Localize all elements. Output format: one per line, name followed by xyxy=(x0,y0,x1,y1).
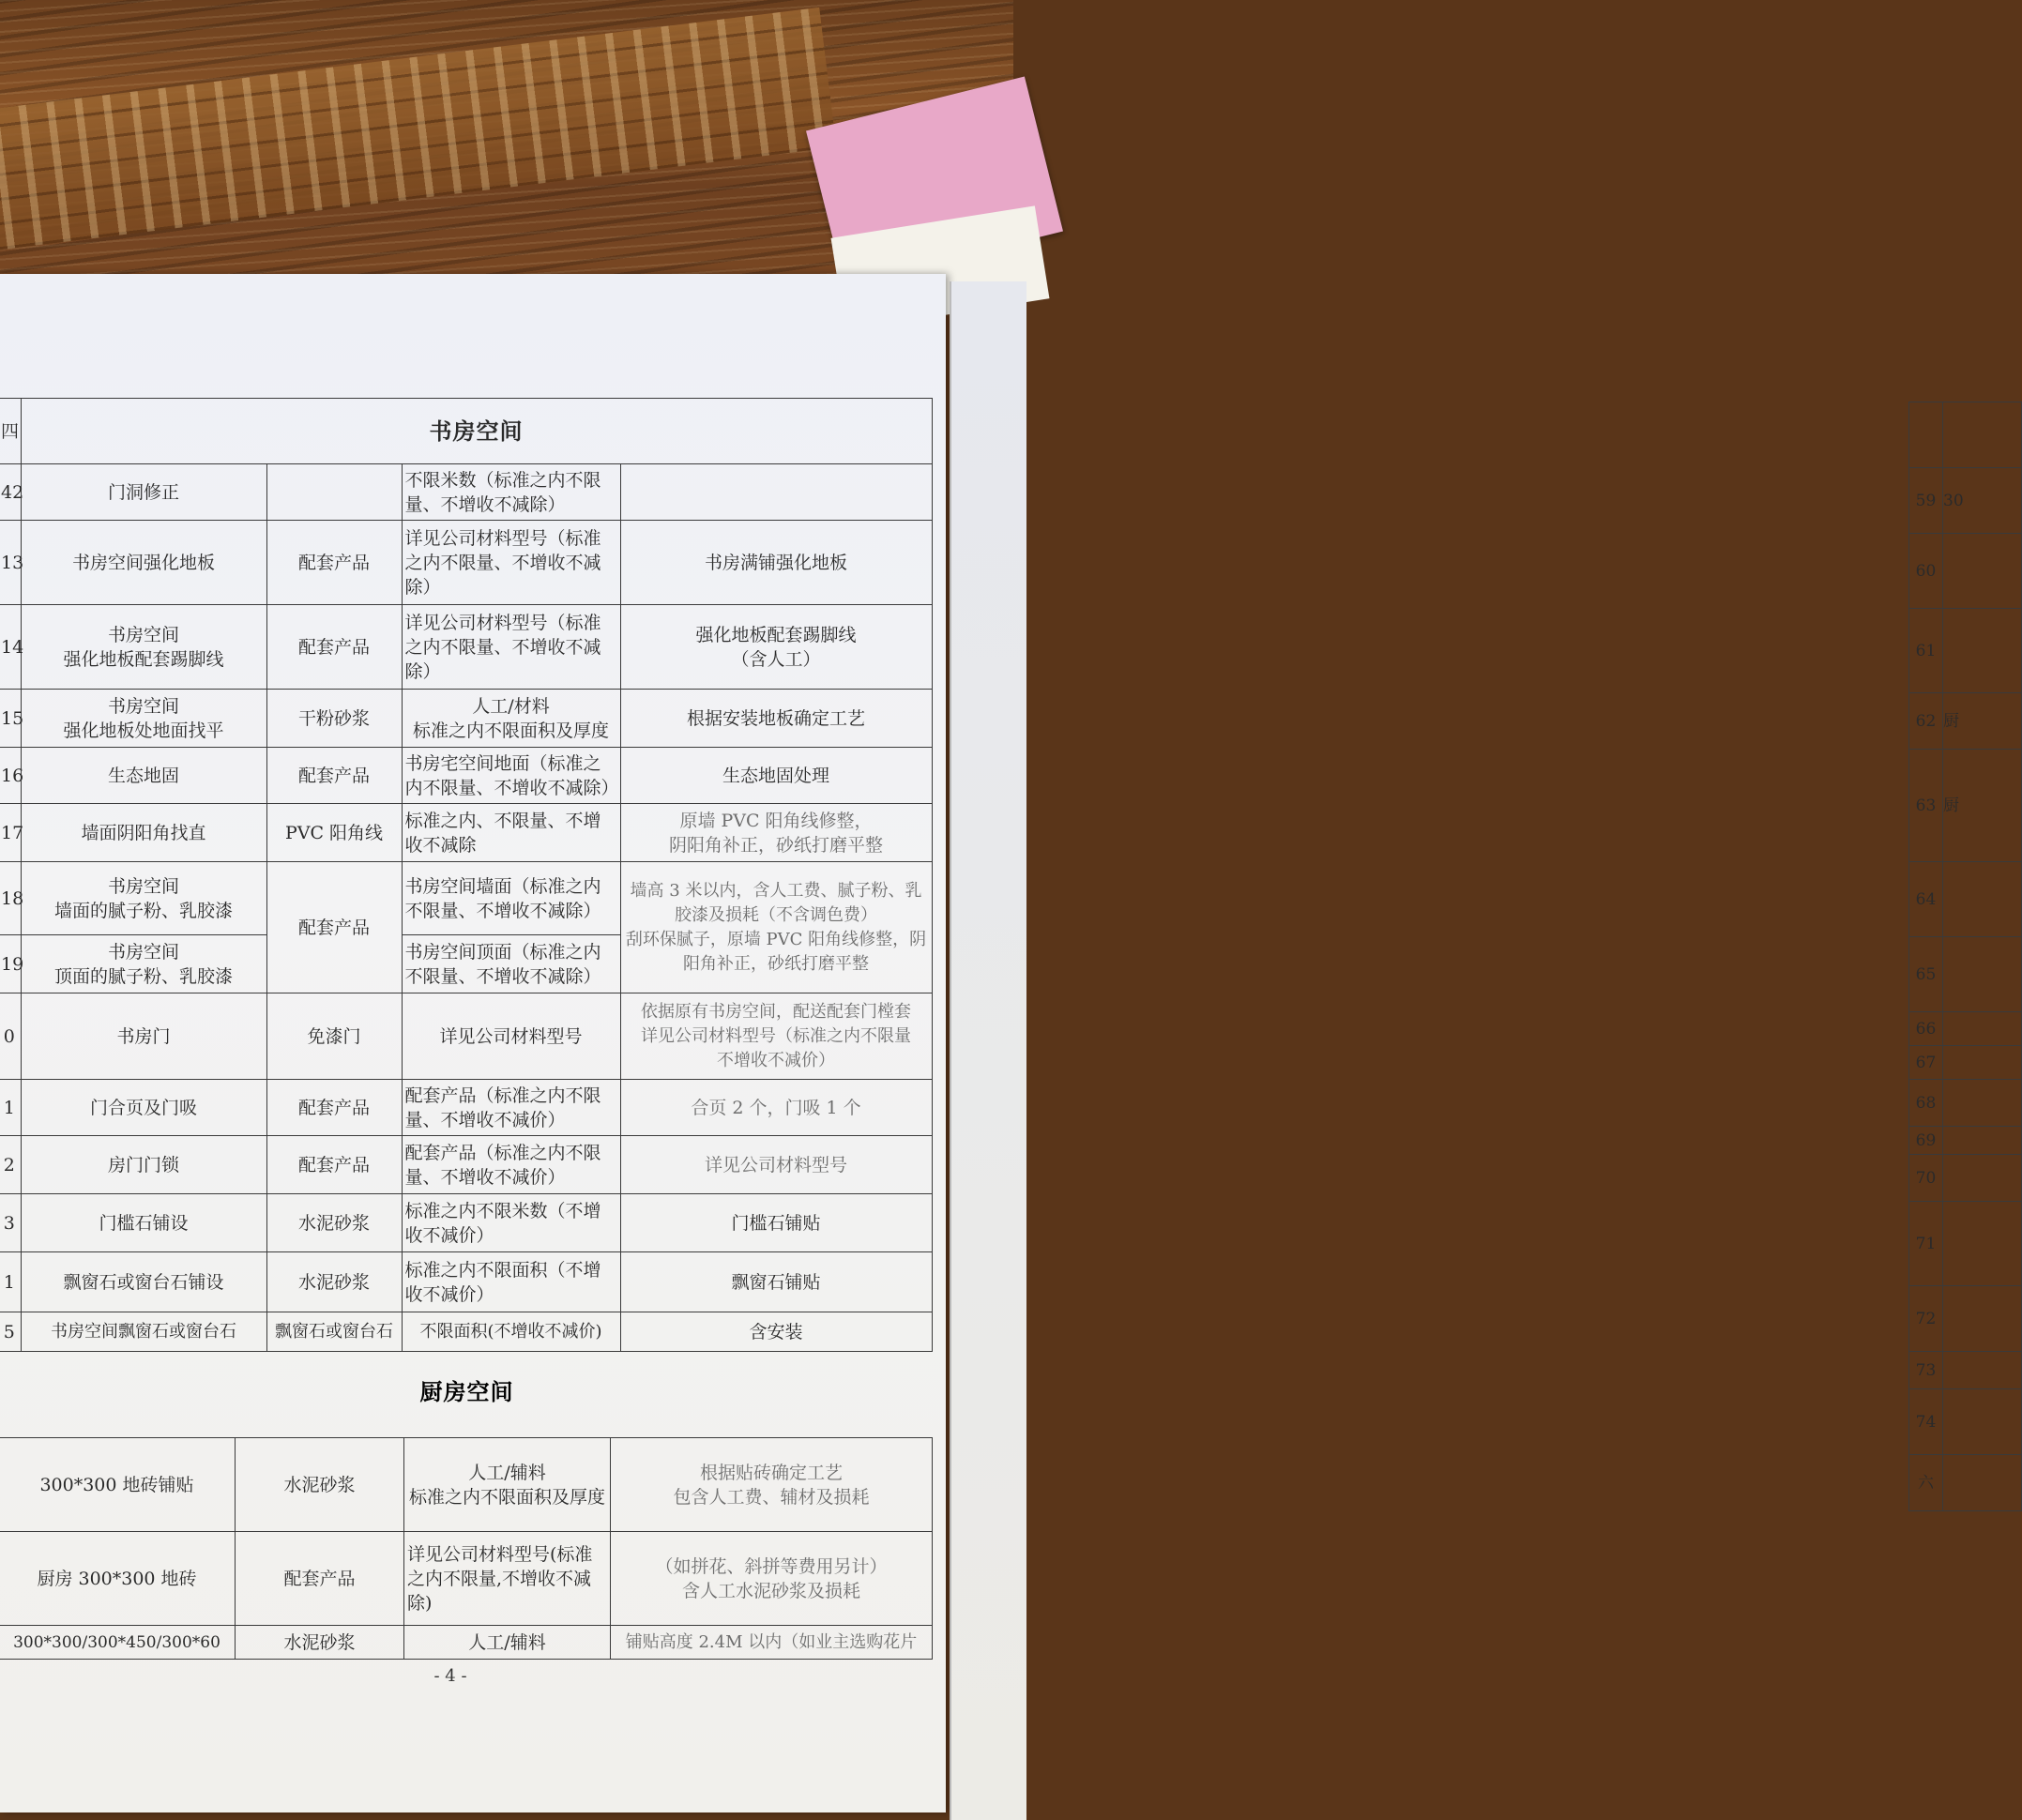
row-number: 5 xyxy=(0,1312,21,1352)
item-note: 铺贴高度 2.4M 以内（如业主选购花片 xyxy=(611,1626,933,1660)
row-number: 69 xyxy=(1909,1127,1943,1155)
item-spec: 书房空间顶面（标准之内不限量、不增收不减除） xyxy=(402,935,620,993)
section-number: 四 xyxy=(0,399,21,464)
item-material: 免漆门 xyxy=(266,993,402,1080)
row-number: 0 xyxy=(0,993,21,1080)
row-number: 73 xyxy=(1909,1352,1943,1389)
row-number: 19 xyxy=(0,935,21,993)
item-spec: 详见公司材料型号(标准之内不限量,不增收不减除) xyxy=(404,1532,611,1626)
item-material xyxy=(266,464,402,521)
table-row xyxy=(0,605,932,690)
item-name: 书房空间 顶面的腻子粉、乳胶漆 xyxy=(21,935,266,993)
row-number: 67 xyxy=(1909,1046,1943,1080)
table-row xyxy=(0,1252,932,1312)
item-name: 飘窗石或窗台石铺设 xyxy=(21,1252,266,1312)
row-number: 66 xyxy=(1909,1012,1943,1046)
table-row xyxy=(0,1136,932,1194)
row-number: 60 xyxy=(1909,534,1943,609)
item-note: （如拼花、斜拼等费用另计） 含人工水泥砂浆及损耗 xyxy=(611,1532,933,1626)
row-number: 17 xyxy=(0,804,21,862)
item-note: 书房满铺强化地板 xyxy=(620,521,932,605)
item-note: 墙高 3 米以内，含人工费、腻子粉、乳胶漆及损耗（不含调色费） 刮环保腻子，原墙 PVC 阳角线修整，阴阳角补正，砂纸打磨平整 xyxy=(620,862,932,993)
section-header-row xyxy=(0,399,932,464)
item-spec: 不限米数（标准之内不限量、不增收不减除） xyxy=(402,464,620,521)
item-material: 配套产品 xyxy=(266,748,402,804)
item-spec: 书房空间墙面（标准之内不限量、不增收不减除） xyxy=(402,862,620,935)
row-number: 74 xyxy=(1909,1389,1943,1455)
study-room-table xyxy=(0,398,933,1352)
item-name: 书房门 xyxy=(21,993,266,1080)
item-spec: 标准之内、不限量、不增收不减除 xyxy=(402,804,620,862)
item-spec: 配套产品（标准之内不限量、不增收不减价） xyxy=(402,1080,620,1136)
row-number: 13 xyxy=(0,521,21,605)
item-note: 原墙 PVC 阳角线修整， 阴阳角补正，砂纸打磨平整 xyxy=(620,804,932,862)
item-material: PVC 阳角线 xyxy=(266,804,402,862)
item-note: 含安装 xyxy=(620,1312,932,1352)
item-name: 门槛石铺设 xyxy=(21,1194,266,1252)
item-material: 水泥砂浆 xyxy=(236,1438,404,1532)
item-note: 根据安装地板确定工艺 xyxy=(620,690,932,748)
section-title: 书房空间 xyxy=(21,399,932,464)
adjacent-page-numbers xyxy=(1908,402,2022,1511)
item-name: 房门门锁 xyxy=(21,1136,266,1194)
row-number: 72 xyxy=(1909,1286,1943,1352)
item-material: 配套产品 xyxy=(266,605,402,690)
item-spec: 不限面积(不增收不减价) xyxy=(402,1312,620,1352)
item-name: 300*300/300*450/300*60 xyxy=(0,1626,236,1660)
item-material: 水泥砂浆 xyxy=(236,1626,404,1660)
table-row xyxy=(0,748,932,804)
item-note: 依据原有书房空间，配送配套门樘套 详见公司材料型号（标准之内不限量 不增收不减价） xyxy=(620,993,932,1080)
item-spec: 配套产品（标准之内不限量、不增收不减价） xyxy=(402,1136,620,1194)
item-material: 配套产品 xyxy=(266,1080,402,1136)
item-material: 干粉砂浆 xyxy=(266,690,402,748)
item-note xyxy=(620,464,932,521)
row-number: 62 xyxy=(1909,693,1943,750)
row-number: 15 xyxy=(0,690,21,748)
item-note: 详见公司材料型号 xyxy=(620,1136,932,1194)
item-material: 配套产品 xyxy=(236,1532,404,1626)
item-name: 生态地固 xyxy=(21,748,266,804)
item-name: 书房空间 墙面的腻子粉、乳胶漆 xyxy=(21,862,266,935)
table-row xyxy=(0,862,932,935)
item-note: 强化地板配套踢脚线 （含人工） xyxy=(620,605,932,690)
item-spec: 详见公司材料型号（标准之内不限量、不增收不减除） xyxy=(402,521,620,605)
row-number: 61 xyxy=(1909,609,1943,693)
row-number: 71 xyxy=(1909,1202,1943,1286)
page-number: - 4 - xyxy=(433,1666,467,1686)
item-spec: 人工/材料 标准之内不限面积及厚度 xyxy=(402,690,620,748)
item-spec: 详见公司材料型号 xyxy=(402,993,620,1080)
row-number: 59 xyxy=(1909,468,1943,534)
row-number: 1 xyxy=(0,1252,21,1312)
item-name: 书房空间 强化地板处地面找平 xyxy=(21,690,266,748)
table-row xyxy=(0,1080,932,1136)
row-number: 64 xyxy=(1909,862,1943,937)
adjacent-page xyxy=(950,281,1964,1820)
row-number: 六 xyxy=(1909,1455,1943,1511)
item-spec: 人工/辅料 xyxy=(404,1626,611,1660)
item-material: 飘窗石或窗台石 xyxy=(266,1312,402,1352)
item-spec: 详见公司材料型号（标准之内不限量、不增收不减除） xyxy=(402,605,620,690)
table-row xyxy=(0,1438,933,1532)
item-name: 300*300 地砖铺贴 xyxy=(0,1438,236,1532)
item-note: 生态地固处理 xyxy=(620,748,932,804)
item-material: 配套产品 xyxy=(266,521,402,605)
row-number: 18 xyxy=(0,862,21,935)
item-name: 书房空间飘窗石或窗台石 xyxy=(21,1312,266,1352)
item-note: 根据贴砖确定工艺 包含人工费、辅材及损耗 xyxy=(611,1438,933,1532)
item-spec: 标准之内不限米数（不增收不减价） xyxy=(402,1194,620,1252)
item-material: 水泥砂浆 xyxy=(266,1252,402,1312)
item-spec: 人工/辅料 标准之内不限面积及厚度 xyxy=(404,1438,611,1532)
row-number: 68 xyxy=(1909,1080,1943,1127)
kitchen-section-title: 厨房空间 xyxy=(419,1378,514,1405)
row-number: 14 xyxy=(0,605,21,690)
item-spec: 书房宅空间地面（标准之内不限量、不增收不减除） xyxy=(402,748,620,804)
row-number: 63 xyxy=(1909,750,1943,862)
table-row xyxy=(0,1194,932,1252)
document-page xyxy=(0,274,946,1812)
item-name: 书房空间强化地板 xyxy=(21,521,266,605)
item-name: 门洞修正 xyxy=(21,464,266,521)
item-spec: 标准之内不限面积（不增收不减价） xyxy=(402,1252,620,1312)
table-row xyxy=(0,464,932,521)
row-number: 2 xyxy=(0,1136,21,1194)
table-row xyxy=(0,1532,933,1626)
cell-fragment: 厨 xyxy=(1943,750,2022,862)
cell-fragment: 厨 xyxy=(1943,693,2022,750)
table-row xyxy=(0,1312,932,1352)
item-material: 配套产品 xyxy=(266,1136,402,1194)
table-row xyxy=(0,521,932,605)
item-name: 墙面阴阳角找直 xyxy=(21,804,266,862)
item-material: 水泥砂浆 xyxy=(266,1194,402,1252)
table-row xyxy=(0,993,932,1080)
item-name: 厨房 300*300 地砖 xyxy=(0,1532,236,1626)
cell-fragment: 30 xyxy=(1943,468,2022,534)
row-number: 3 xyxy=(0,1194,21,1252)
row-number: 65 xyxy=(1909,937,1943,1012)
item-name: 书房空间 强化地板配套踢脚线 xyxy=(21,605,266,690)
table-row xyxy=(0,1626,933,1660)
item-note: 合页 2 个，门吸 1 个 xyxy=(620,1080,932,1136)
item-material: 配套产品 xyxy=(266,862,402,993)
row-number: 70 xyxy=(1909,1155,1943,1202)
table-row xyxy=(0,690,932,748)
kitchen-table xyxy=(0,1437,933,1660)
item-note: 门槛石铺贴 xyxy=(620,1194,932,1252)
item-name: 门合页及门吸 xyxy=(21,1080,266,1136)
row-number: 1 xyxy=(0,1080,21,1136)
table-row xyxy=(0,804,932,862)
item-note: 飘窗石铺贴 xyxy=(620,1252,932,1312)
row-number: 42 xyxy=(0,464,21,521)
row-number: 16 xyxy=(0,748,21,804)
